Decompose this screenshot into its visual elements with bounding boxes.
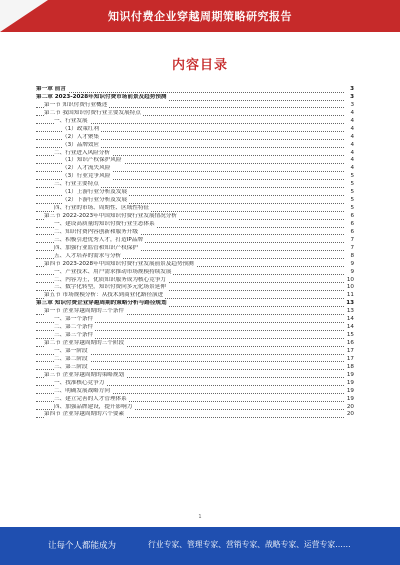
toc-entry-page: 4 <box>344 118 354 126</box>
toc-entry[interactable] <box>36 388 354 396</box>
footer-banner <box>0 527 400 565</box>
toc-entry[interactable] <box>36 308 354 316</box>
toc-entry-page: 18 <box>344 364 354 372</box>
toc-entry-title: （1）政策红利 <box>62 125 100 132</box>
toc-entry[interactable] <box>36 150 354 158</box>
toc-entry[interactable] <box>36 126 354 134</box>
toc-entry-title: 第四节 2023-2028年中国知识付费行业发展前景及趋势预测 <box>44 260 194 267</box>
toc-entry-title: 三、数字化转型，知识付费向多元化场景延伸 <box>54 284 166 291</box>
toc-entry[interactable] <box>36 157 354 165</box>
footer-tail-text: 行业专家、管理专家、营销专家、战略专家、运营专家…… <box>148 540 351 549</box>
toc-entry-title: 二、第二阶段 <box>54 355 88 362</box>
toc-entry[interactable] <box>36 142 354 150</box>
toc-entry-page: 4 <box>344 110 354 118</box>
toc-entry[interactable] <box>36 277 354 285</box>
toc-entry-page: 6 <box>344 229 354 237</box>
toc-entry[interactable] <box>36 94 354 102</box>
toc-entry[interactable] <box>36 261 354 269</box>
document-title: 知识付费企业穿越周期策略研究报告 <box>108 10 292 23</box>
toc-entry-title: 第三节 2022-2023年中国知识付费行业发展情况分析 <box>44 213 177 219</box>
toc-entry-title: 第二节 企业穿越周期的三个阶段 <box>44 340 125 346</box>
toc-entry[interactable] <box>36 269 354 277</box>
toc-entry-page: 15 <box>344 332 354 340</box>
toc-entry-title: 第三章 知识付费企业穿越周期的策略分析与路径规划 <box>36 300 167 307</box>
toc-entry[interactable] <box>36 364 354 372</box>
toc-entry-title: （3）行业竞争风险 <box>62 173 111 180</box>
toc-entry-title: 第一章 前言 <box>36 86 66 92</box>
toc-entry-title: 二、第二个条件 <box>54 324 94 331</box>
toc-entry[interactable] <box>36 165 354 173</box>
toc-entry-title: 一、第一阶段 <box>54 347 88 354</box>
toc-entry[interactable] <box>36 221 354 229</box>
toc-entry[interactable] <box>36 189 354 197</box>
toc-entry-title: 第二节 我国知识付费行业主要发展特点 <box>44 109 141 116</box>
toc-entry-title: 五、人才培养的需求与分析 <box>54 252 122 259</box>
footer-lead-text: 让每个人都能成为 <box>48 541 117 551</box>
toc-entry[interactable] <box>36 118 354 126</box>
toc-entry[interactable] <box>36 253 354 261</box>
toc-entry[interactable] <box>36 356 354 364</box>
toc-entry-page: 7 <box>344 245 354 253</box>
toc-entry-title: 第一节 企业穿越周期的三个条件 <box>44 308 125 315</box>
toc-entry-page: 9 <box>344 261 354 269</box>
toc-dot-leader <box>36 92 344 93</box>
toc-entry-page: 3 <box>344 102 354 110</box>
toc-entry-page: 3 <box>344 86 354 94</box>
toc-entry[interactable] <box>36 229 354 237</box>
toc-entry-page: 13 <box>344 300 354 308</box>
toc-entry-page: 6 <box>344 213 354 221</box>
toc-entry-page: 20 <box>344 411 354 419</box>
toc-entry-title: 一、行业发展 <box>54 117 88 124</box>
toc-entry[interactable] <box>36 316 354 324</box>
toc-entry-title: 一、建设高质量的知识付费行业生态体系 <box>54 220 155 227</box>
toc-entry-title: （2）人才流失风险 <box>62 165 111 172</box>
toc-entry-page: 4 <box>344 142 354 150</box>
toc-entry-title: 一、第一个条件 <box>54 316 94 323</box>
toc-entry-page: 4 <box>344 126 354 134</box>
toc-entry-page: 17 <box>344 356 354 364</box>
toc-entry-page: 20 <box>344 404 354 412</box>
table-of-contents <box>36 86 354 419</box>
toc-entry-page: 6 <box>344 221 354 229</box>
toc-entry-title: 三、积极引进优秀人才，打造IP品牌 <box>54 236 143 243</box>
toc-entry-page: 16 <box>344 340 354 348</box>
toc-entry-title: 第五节 市场规模分析：从技术到商业化路径演进 <box>44 292 164 299</box>
toc-entry-title: 四、行业的市场、周期性、区域性特征 <box>54 205 150 212</box>
toc-entry-title: （2）下游行业分析及发展 <box>62 197 128 204</box>
toc-entry-page: 4 <box>344 157 354 165</box>
toc-entry[interactable] <box>36 284 354 292</box>
toc-heading: 内容目录 <box>171 58 228 73</box>
toc-entry-title: 第一节 知识付费行业概述 <box>44 101 108 108</box>
toc-entry-title: 第二章 2023-2028年知识付费市场前景及趋势预测 <box>36 93 167 100</box>
toc-entry-title: （1）上游行业分析及发展 <box>62 189 128 196</box>
toc-entry-title: 第三节 企业穿越周期的策略规划 <box>44 371 125 378</box>
toc-entry-page: 4 <box>344 150 354 158</box>
toc-entry-page: 14 <box>344 316 354 324</box>
toc-entry-title: （3）品牌效应 <box>62 141 100 148</box>
toc-entry[interactable] <box>36 332 354 340</box>
toc-entry-page: 4 <box>344 134 354 142</box>
toc-entry-page: 5 <box>344 173 354 181</box>
toc-entry-page: 13 <box>344 308 354 316</box>
toc-entry-title: 二、知识付费内容创新和服务升级 <box>54 228 138 235</box>
toc-entry[interactable] <box>36 324 354 332</box>
toc-entry-page: 5 <box>344 181 354 189</box>
toc-entry-title: 三、建立完善的人才管理体系 <box>54 395 127 402</box>
toc-entry-title: 二、行业进入风险分析 <box>54 149 110 156</box>
toc-entry[interactable] <box>36 380 354 388</box>
toc-entry[interactable] <box>36 110 354 118</box>
toc-entry-title: 三、第三阶段 <box>54 363 88 370</box>
toc-entry-page: 19 <box>344 388 354 396</box>
toc-entry-title: （1）知识产权保护风险 <box>62 157 122 164</box>
toc-entry-page: 10 <box>344 284 354 292</box>
toc-entry-page: 14 <box>344 324 354 332</box>
toc-entry[interactable] <box>36 213 354 221</box>
toc-entry[interactable] <box>36 181 354 189</box>
toc-entry-page: 19 <box>344 380 354 388</box>
toc-entry-title: 四、加强品牌建设，提升影响力 <box>54 403 133 410</box>
toc-entry[interactable] <box>36 102 354 110</box>
toc-entry[interactable] <box>36 300 354 308</box>
toc-entry[interactable] <box>36 237 354 245</box>
toc-entry-title: 三、第三个条件 <box>54 332 94 339</box>
toc-entry-page: 5 <box>344 197 354 205</box>
toc-entry[interactable] <box>36 404 354 412</box>
toc-entry[interactable] <box>36 134 354 142</box>
toc-entry-page: 8 <box>344 253 354 261</box>
toc-entry-page: 7 <box>344 237 354 245</box>
toc-entry[interactable] <box>36 411 354 419</box>
toc-entry-title: 一、产业技术、用户需求推动市场规模持续发展 <box>54 268 172 275</box>
toc-entry-page: 3 <box>344 94 354 102</box>
toc-entry[interactable] <box>36 340 354 348</box>
toc-entry[interactable] <box>36 348 354 356</box>
toc-entry-title: 二、明确发展战略方向 <box>54 387 110 394</box>
toc-entry-page: 19 <box>344 372 354 380</box>
toc-entry-title: 二、内容为王，优质知识服务成为核心竞争力 <box>54 276 166 283</box>
page-number: 1 <box>198 514 202 520</box>
toc-entry-title: 第四节 企业穿越周期的六个要素 <box>44 411 125 418</box>
toc-entry-page: 11 <box>344 292 354 300</box>
toc-entry-page: 5 <box>344 205 354 213</box>
toc-entry[interactable] <box>36 205 354 213</box>
toc-entry[interactable] <box>36 173 354 181</box>
toc-entry-title: 四、加强行业监管和知识产权保护 <box>54 244 138 251</box>
toc-entry[interactable] <box>36 372 354 380</box>
header-banner <box>0 0 400 32</box>
toc-entry[interactable] <box>36 292 354 300</box>
toc-entry[interactable] <box>36 86 354 94</box>
toc-entry-page: 9 <box>344 269 354 277</box>
toc-entry-title: （2）人才聚集 <box>62 133 100 140</box>
toc-entry-page: 19 <box>344 396 354 404</box>
toc-entry-title: 一、找准核心竞争力 <box>54 379 105 386</box>
toc-entry-page: 17 <box>344 348 354 356</box>
toc-entry[interactable] <box>36 396 354 404</box>
toc-entry[interactable] <box>36 197 354 205</box>
toc-entry-page: 5 <box>344 189 354 197</box>
toc-entry-page: 10 <box>344 277 354 285</box>
toc-entry[interactable] <box>36 245 354 253</box>
toc-entry-title: 三、行业主要特点 <box>54 181 99 188</box>
toc-entry-page: 4 <box>344 165 354 173</box>
